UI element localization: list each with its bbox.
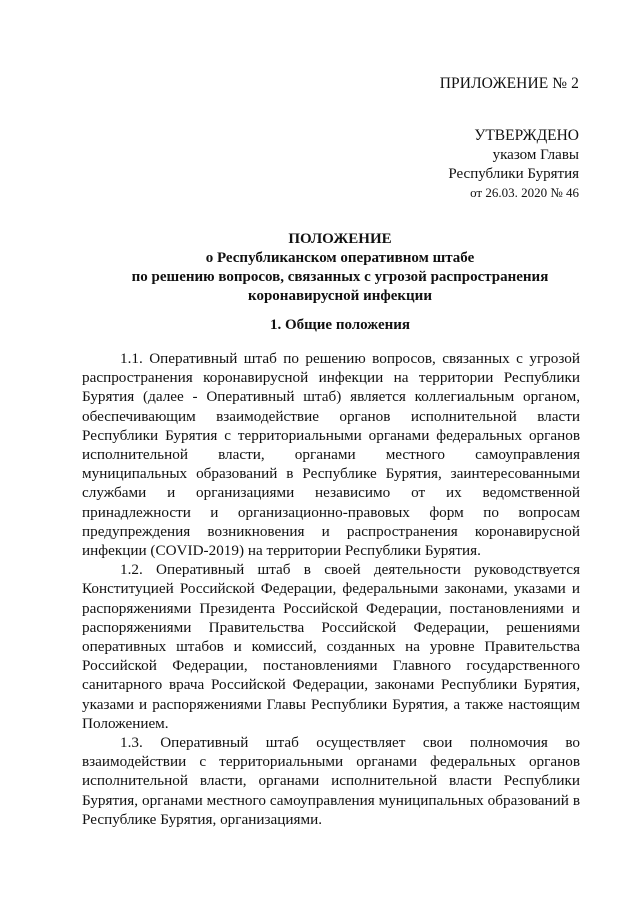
document-title-block — [100, 230, 580, 306]
paragraph-1-1: 1.1. Оперативный штаб по решению вопросов, связанных с угрозой распространения коронавирусной инфекции на территории Республики Бурятия (далее - Оперативный штаб) является коллегиальным органом, обеспечивающим взаимодействие органов исполнительной власти Республики Бурятия с территориальными органами федеральных органов исполнительной власти, органами местного самоуправления муниципальных образований в Республике Бурятия, заинтересованными службами и организациями независимо от их ведомственной принадлежности и организационно-правовых форм по вопросам предупреждения возникновения и распространения коронавирусной инфекции (COVID-2019) на территории Республики Бурятия. — [82, 350, 580, 560]
document-subtitle: о Республиканском оперативном штабе по решению вопросов, связанных с угрозой распространения коронавирусной инфекции — [131, 250, 549, 304]
document-body — [82, 349, 580, 829]
approval-stamp-block — [448, 126, 579, 202]
paragraph-1-3: 1.3. Оперативный штаб осуществляет свои полномочия во взаимодействии с территориальными органами федеральных органов исполнительной власти, органами исполнительной власти Республики Бурятия, органами местного самоуправления муниципальных образований в Республике Бурятия, организациями. — [82, 734, 580, 828]
document-title: ПОЛОЖЕНИЕ — [288, 231, 392, 247]
section-heading: 1. Общие положения — [269, 317, 411, 333]
paragraph-1-2: 1.2. Оперативный штаб в своей деятельности руководствуется Конституцией Российской Федерации, федеральными законами, указами и распоряжениями Президента Российской Федерации, постановлениями и распоряжениями Правительства Российской Федерации, решениями оперативных штабов и комиссий, созданных на уровне Правительства Российской Федерации, постановлениями Главного государственного санитарного врача Российской Федерации, законами Республики Бурятия, указами и распоряжениями Главы Республики Бурятия, а также настоящим Положением. — [82, 561, 580, 732]
appendix-label: ПРИЛОЖЕНИЕ № 2 — [439, 75, 579, 92]
approval-date-number: от 26.03. 2020 № 46 — [470, 185, 579, 200]
approved-by-decree: указом Главы — [492, 147, 579, 163]
approved-label: УТВЕРЖДЕНО — [474, 127, 579, 144]
approved-republic: Республики Бурятия — [448, 166, 579, 182]
